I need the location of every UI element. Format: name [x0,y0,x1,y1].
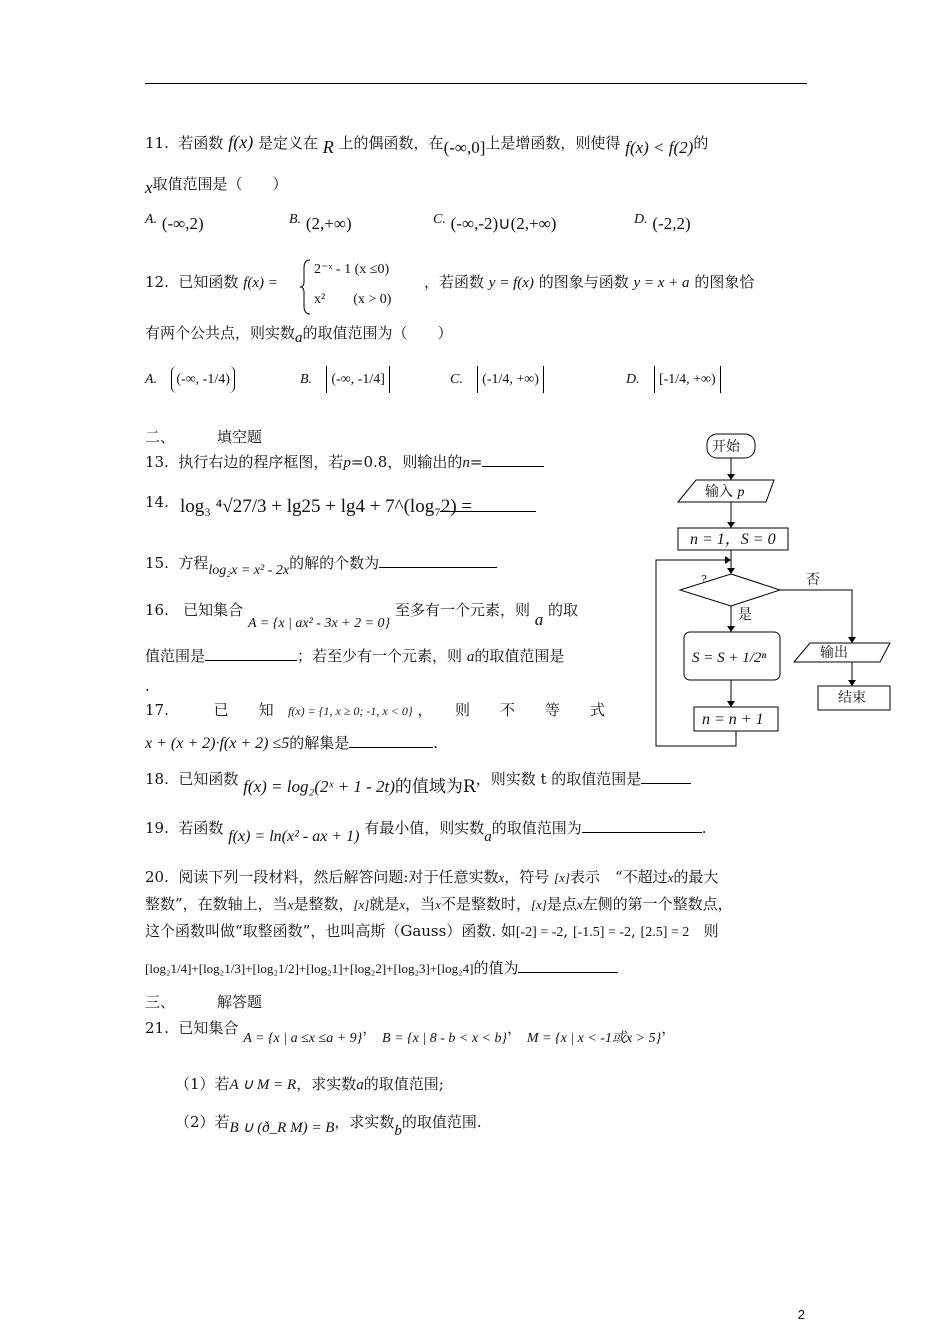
flow-no-label: 否 [806,572,820,588]
question-20-line3: 这个函数叫做“取整函数”，也叫高斯（Gauss）函数. 如[-2] = -2, [-1.5] = -2, [2.5] = 2 则 [145,922,719,940]
flow-condition-shape [680,574,780,606]
flow-output-label: 输出 [820,645,848,661]
flow-start-label: 开始 [712,439,740,455]
q11-option-d: D. (-2,2) [634,212,691,233]
question-21-line1: 21. 已知集合 A = {x | a ≤x ≤a + 9}， B = {x | 8 - b < x < b}， M = {x | x < -1或x > 5}， [145,1019,677,1046]
question-15: 15. 方程log₂x = x² - 2x的解的个数为 [145,553,497,575]
question-17-line2: x + (x + 2)·f(x + 2) ≤5的解集是 . [145,734,439,752]
q14-answer-blank[interactable] [440,497,536,512]
question-11-options: A. (-∞,2) [145,212,204,233]
q11-option-b: B. (2,+∞) [289,212,352,233]
header-rule [145,83,807,84]
question-16-line1: 16. 已知集合 A = {x | ax² - 3x + 2 = 0} 至多有一个元素，则 a 的取 [145,601,579,631]
q12-option-c: C. (-1/4, +∞) [450,368,544,390]
flow-update-n-label: n = n + 1 [702,711,764,728]
question-17-line1: 17. 已 知 f(x) = {1, x ≥ 0; -1, x < 0} ， 则 不 等 式 [145,701,605,719]
question-12-line1: 12. 已知函数 f(x) = [145,273,278,291]
flow-input-label: 输入 p [705,484,745,500]
question-20-line2: 整数”，在数轴上，当x是整数，[x]就是x，当x不是整数时，[x]是点x左侧的第一个整数点， [145,895,733,913]
flow-arrow-no [780,590,852,642]
q11-option-c: C. (-∞,-2)∪(2,+∞) [433,212,557,233]
question-11-line2: x取值范围是（ ） [145,175,288,197]
question-19: 19. 若函数 f(x) = ln(x² - ax + 1) 有最小值，则实数a的取值范围为 . [145,819,707,845]
q12-option-d: D. [-1/4, +∞) [626,368,721,390]
question-16-line3: . [145,677,150,695]
page-number: 2 [797,1307,805,1322]
q12-option-a: A. (-∞, -1/4) [145,368,235,390]
question-11-line1: 11. 若函数 f(x) 是定义在 R 上的偶函数，在(-∞,0]上是增函数，则使得 f(x) < f(2)的 [145,132,709,157]
section-3-heading: 三、 解答题 [145,993,263,1011]
q14-expression: log₃ ⁴√27/3 + lg25 + lg4 + 7^(log₇2) = [180,496,473,517]
q12-option-b: B. (-∞, -1/4] [300,368,390,390]
question-21-part1: （1）若A ∪ M = R，求实数a的取值范围; [175,1075,444,1093]
q12-case-1: 2⁻ˣ - 1 (x ≤0) [314,262,390,277]
question-12-line1b: ，若函数 y = f(x) 的图象与函数 y = x + a 的图象恰 [424,273,755,291]
flow-condition-label: ? [701,573,707,586]
question-13: 13. 执行右边的程序框图，若p=0.8，则输出的n= [145,452,544,473]
flow-end-label: 结束 [838,690,866,706]
flow-init-label: n = 1，S = 0 [690,531,776,548]
question-20-line1: 20. 阅读下列一段材料，然后解答问题:对于任意实数x，符号 [x]表示 “不超过x的最大 [145,868,719,886]
q12-case-2: x² (x > 0) [314,292,392,307]
section-2-heading: 二、 填空题 [145,428,263,446]
question-18: 18. 已知函数 f(x) = log₂(2ˣ + 1 - 2t)的值域为R，则实数 t 的取值范围是 [145,769,691,789]
question-14: 14. [145,493,169,511]
question-20-line4: [log₂1/4]+[log₂1/3]+[log₂1/2]+[log₂1]+[log₂2]+[log₂3]+[log₂4]的值为 [145,958,618,979]
flow-update-s-label: S = S + 1/2ⁿ [692,650,767,666]
question-16-line2: 值范围是 ；若至少有一个元素，则 a的取值范围是 [145,647,565,665]
flow-yes-label: 是 [738,607,752,623]
question-12-line2: 有两个公共点，则实数a的取值范围为（ ） [145,324,453,346]
question-21-part2: （2）若B ∪ (ð_R M) = B，求实数b的取值范围. [175,1113,482,1139]
